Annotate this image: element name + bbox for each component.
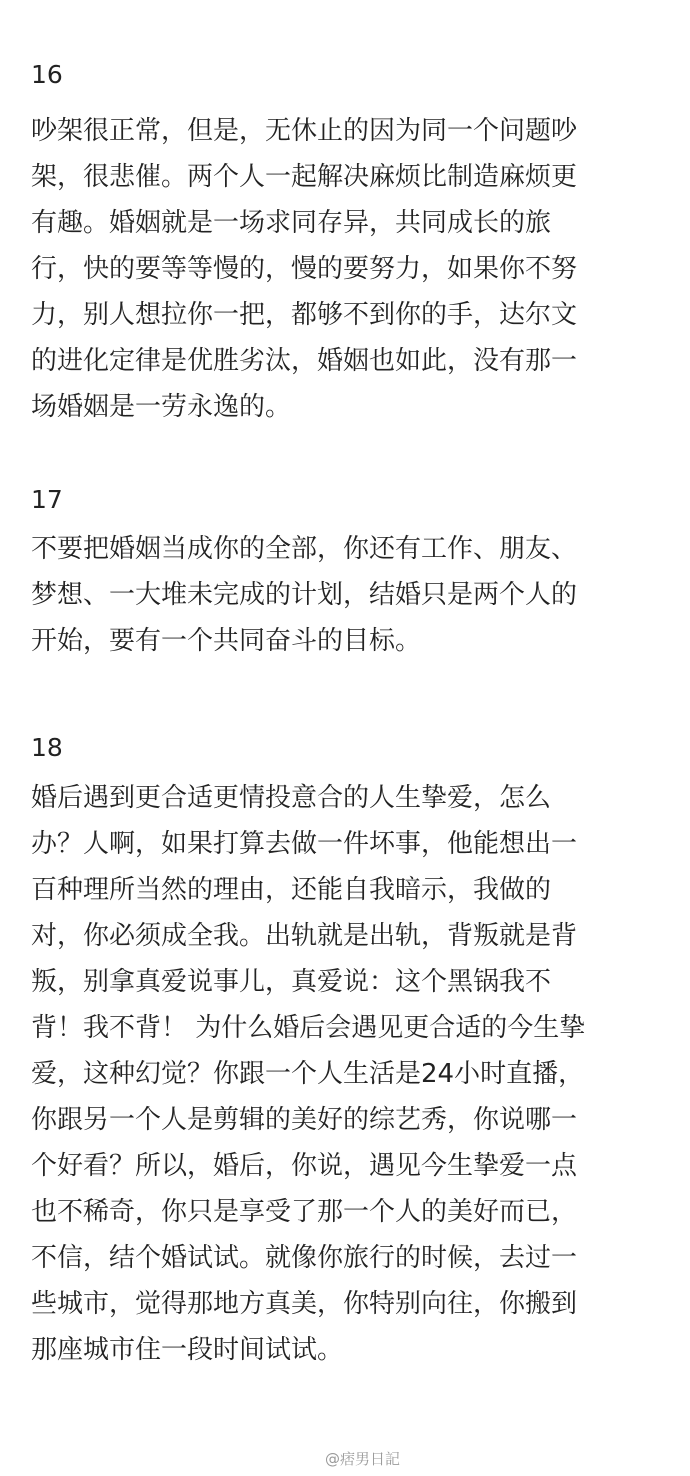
section-body-18 bbox=[31, 775, 661, 1373]
text-line: 爱，这种幻觉？你跟一个人生活是24小时直播， bbox=[31, 1059, 585, 1089]
section-number-16: 16 bbox=[31, 60, 63, 89]
text-line: 婚后遇到更合适更情投意合的人生挚爱，怎么 bbox=[31, 783, 552, 813]
text-line: 力，别人想拉你一把，都够不到你的手，达尔文 bbox=[31, 300, 578, 330]
text-line: 有趣。婚姻就是一场求同存异，共同成长的旅 bbox=[31, 208, 552, 238]
text-line: 场婚姻是一劳永逸的。 bbox=[31, 392, 292, 422]
text-line: 也不稀奇，你只是享受了那一个人的美好而已， bbox=[31, 1197, 578, 1227]
text-line: 不要把婚姻当成你的全部，你还有工作、朋友、 bbox=[31, 534, 578, 564]
text-line: 架，很悲催。两个人一起解决麻烦比制造麻烦更 bbox=[31, 162, 578, 192]
text-line: 背！我不背！ 为什么婚后会遇见更合适的今生挚 bbox=[31, 1013, 586, 1043]
text-line: 的进化定律是优胜劣汰，婚姻也如此，没有那一 bbox=[31, 346, 578, 376]
watermark-text: @痞男日記 bbox=[324, 1450, 400, 1468]
text-line: 那座城市住一段时间试试。 bbox=[31, 1335, 344, 1365]
text-line: 不信，结个婚试试。就像你旅行的时候，去过一 bbox=[31, 1243, 578, 1273]
text-line: 百种理所当然的理由，还能自我暗示，我做的 bbox=[31, 875, 552, 905]
text-line: 些城市，觉得那地方真美，你特别向往，你搬到 bbox=[31, 1289, 578, 1319]
text-line: 开始，要有一个共同奋斗的目标。 bbox=[31, 626, 422, 656]
section-body-16 bbox=[31, 108, 661, 430]
section-body-17 bbox=[31, 526, 661, 664]
watermark bbox=[325, 1448, 400, 1470]
text-line: 办？人啊，如果打算去做一件坏事，他能想出一 bbox=[31, 829, 578, 859]
text-line: 个好看？所以，婚后，你说，遇见今生挚爱一点 bbox=[31, 1151, 578, 1181]
section-number-18: 18 bbox=[31, 733, 63, 762]
text-line: 叛，别拿真爱说事儿，真爱说：这个黑锅我不 bbox=[31, 967, 552, 997]
text-line: 对，你必须成全我。出轨就是出轨，背叛就是背 bbox=[31, 921, 578, 951]
text-line: 行，快的要等等慢的，慢的要努力，如果你不努 bbox=[31, 254, 578, 284]
section-number-17: 17 bbox=[31, 485, 63, 514]
text-line: 梦想、一大堆未完成的计划，结婚只是两个人的 bbox=[31, 580, 578, 610]
text-line: 你跟另一个人是剪辑的美好的综艺秀，你说哪一 bbox=[31, 1105, 578, 1135]
text-line: 吵架很正常，但是，无休止的因为同一个问题吵 bbox=[31, 116, 578, 146]
